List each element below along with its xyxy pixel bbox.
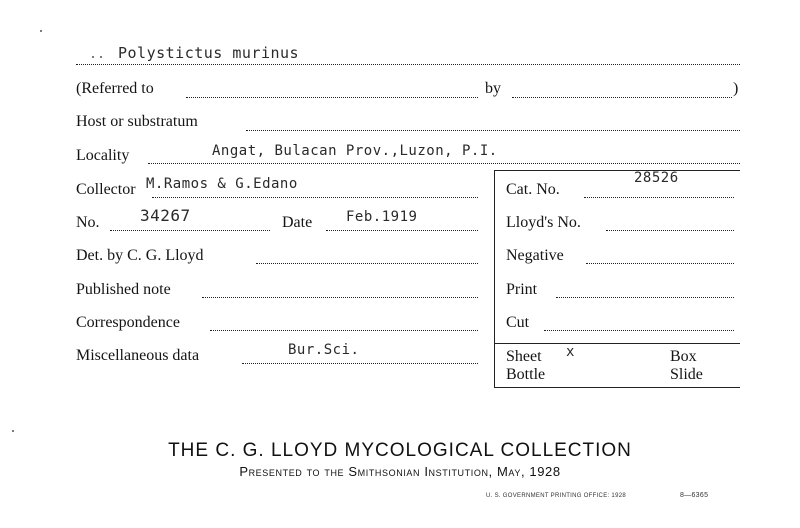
print-line	[556, 297, 734, 298]
locality-line	[148, 163, 740, 164]
ink-speck	[12, 430, 14, 432]
box-divider	[494, 343, 740, 344]
no-label: No.	[76, 214, 100, 231]
ink-speck	[40, 30, 42, 32]
misc-data-line	[242, 363, 478, 364]
box-label: Box	[670, 348, 697, 365]
collector-value: M.Ramos & G.Edano	[146, 176, 298, 192]
sheet-label: Sheet	[506, 348, 542, 365]
referred-to-label: (Referred to	[76, 80, 154, 97]
specimen-name-line	[76, 64, 740, 65]
host-label: Host or substratum	[76, 113, 198, 130]
cat-no-value: 28526	[634, 170, 679, 186]
correspondence-label: Correspondence	[76, 314, 180, 331]
det-by-label: Det. by C. G. Lloyd	[76, 247, 204, 264]
box-bottom-border	[494, 387, 740, 388]
ink-speck	[92, 56, 94, 58]
locality-value: Angat, Bulacan Prov.,Luzon, P.I.	[212, 143, 498, 159]
negative-line	[586, 263, 734, 264]
collection-title: THE C. G. LLOYD MYCOLOGICAL COLLECTION	[168, 440, 632, 461]
box-top-border	[494, 170, 740, 171]
negative-label: Negative	[506, 247, 564, 264]
no-value: 34267	[140, 206, 191, 225]
box-left-border	[494, 170, 495, 388]
close-paren: )	[733, 80, 739, 97]
collector-line	[152, 197, 478, 198]
bottle-label: Bottle	[506, 366, 546, 383]
correspondence-line	[210, 330, 478, 331]
collector-label: Collector	[76, 181, 136, 198]
referred-to-line	[186, 97, 478, 98]
date-value: Feb.1919	[346, 209, 418, 225]
cut-label: Cut	[506, 314, 530, 331]
ink-speck	[100, 56, 102, 58]
published-note-line	[202, 297, 478, 298]
by-line	[512, 97, 732, 98]
locality-label: Locality	[76, 147, 130, 164]
lloyds-no-line	[606, 230, 734, 231]
form-number: 8—6365	[680, 492, 709, 499]
printing-office-note: U. S. GOVERNMENT PRINTING OFFICE: 1928	[486, 493, 626, 499]
date-label: Date	[282, 214, 313, 231]
date-line	[326, 230, 478, 231]
print-label: Print	[506, 281, 538, 298]
cut-line	[544, 330, 734, 331]
misc-data-label: Miscellaneous data	[76, 347, 200, 364]
cat-no-label: Cat. No.	[506, 181, 560, 198]
sheet-mark: x	[566, 344, 575, 360]
no-line	[110, 230, 270, 231]
by-label: by	[485, 80, 501, 97]
cat-no-line	[584, 197, 734, 198]
collection-subtitle: Presented to the Smithsonian Institution, May, 1928	[239, 464, 561, 479]
lloyds-no-label: Lloyd's No.	[506, 214, 581, 231]
det-by-line	[256, 263, 478, 264]
misc-data-value: Bur.Sci.	[288, 342, 360, 358]
slide-label: Slide	[670, 366, 703, 383]
host-line	[246, 130, 740, 131]
specimen-name: Polystictus murinus	[118, 44, 300, 62]
published-note-label: Published note	[76, 281, 171, 298]
